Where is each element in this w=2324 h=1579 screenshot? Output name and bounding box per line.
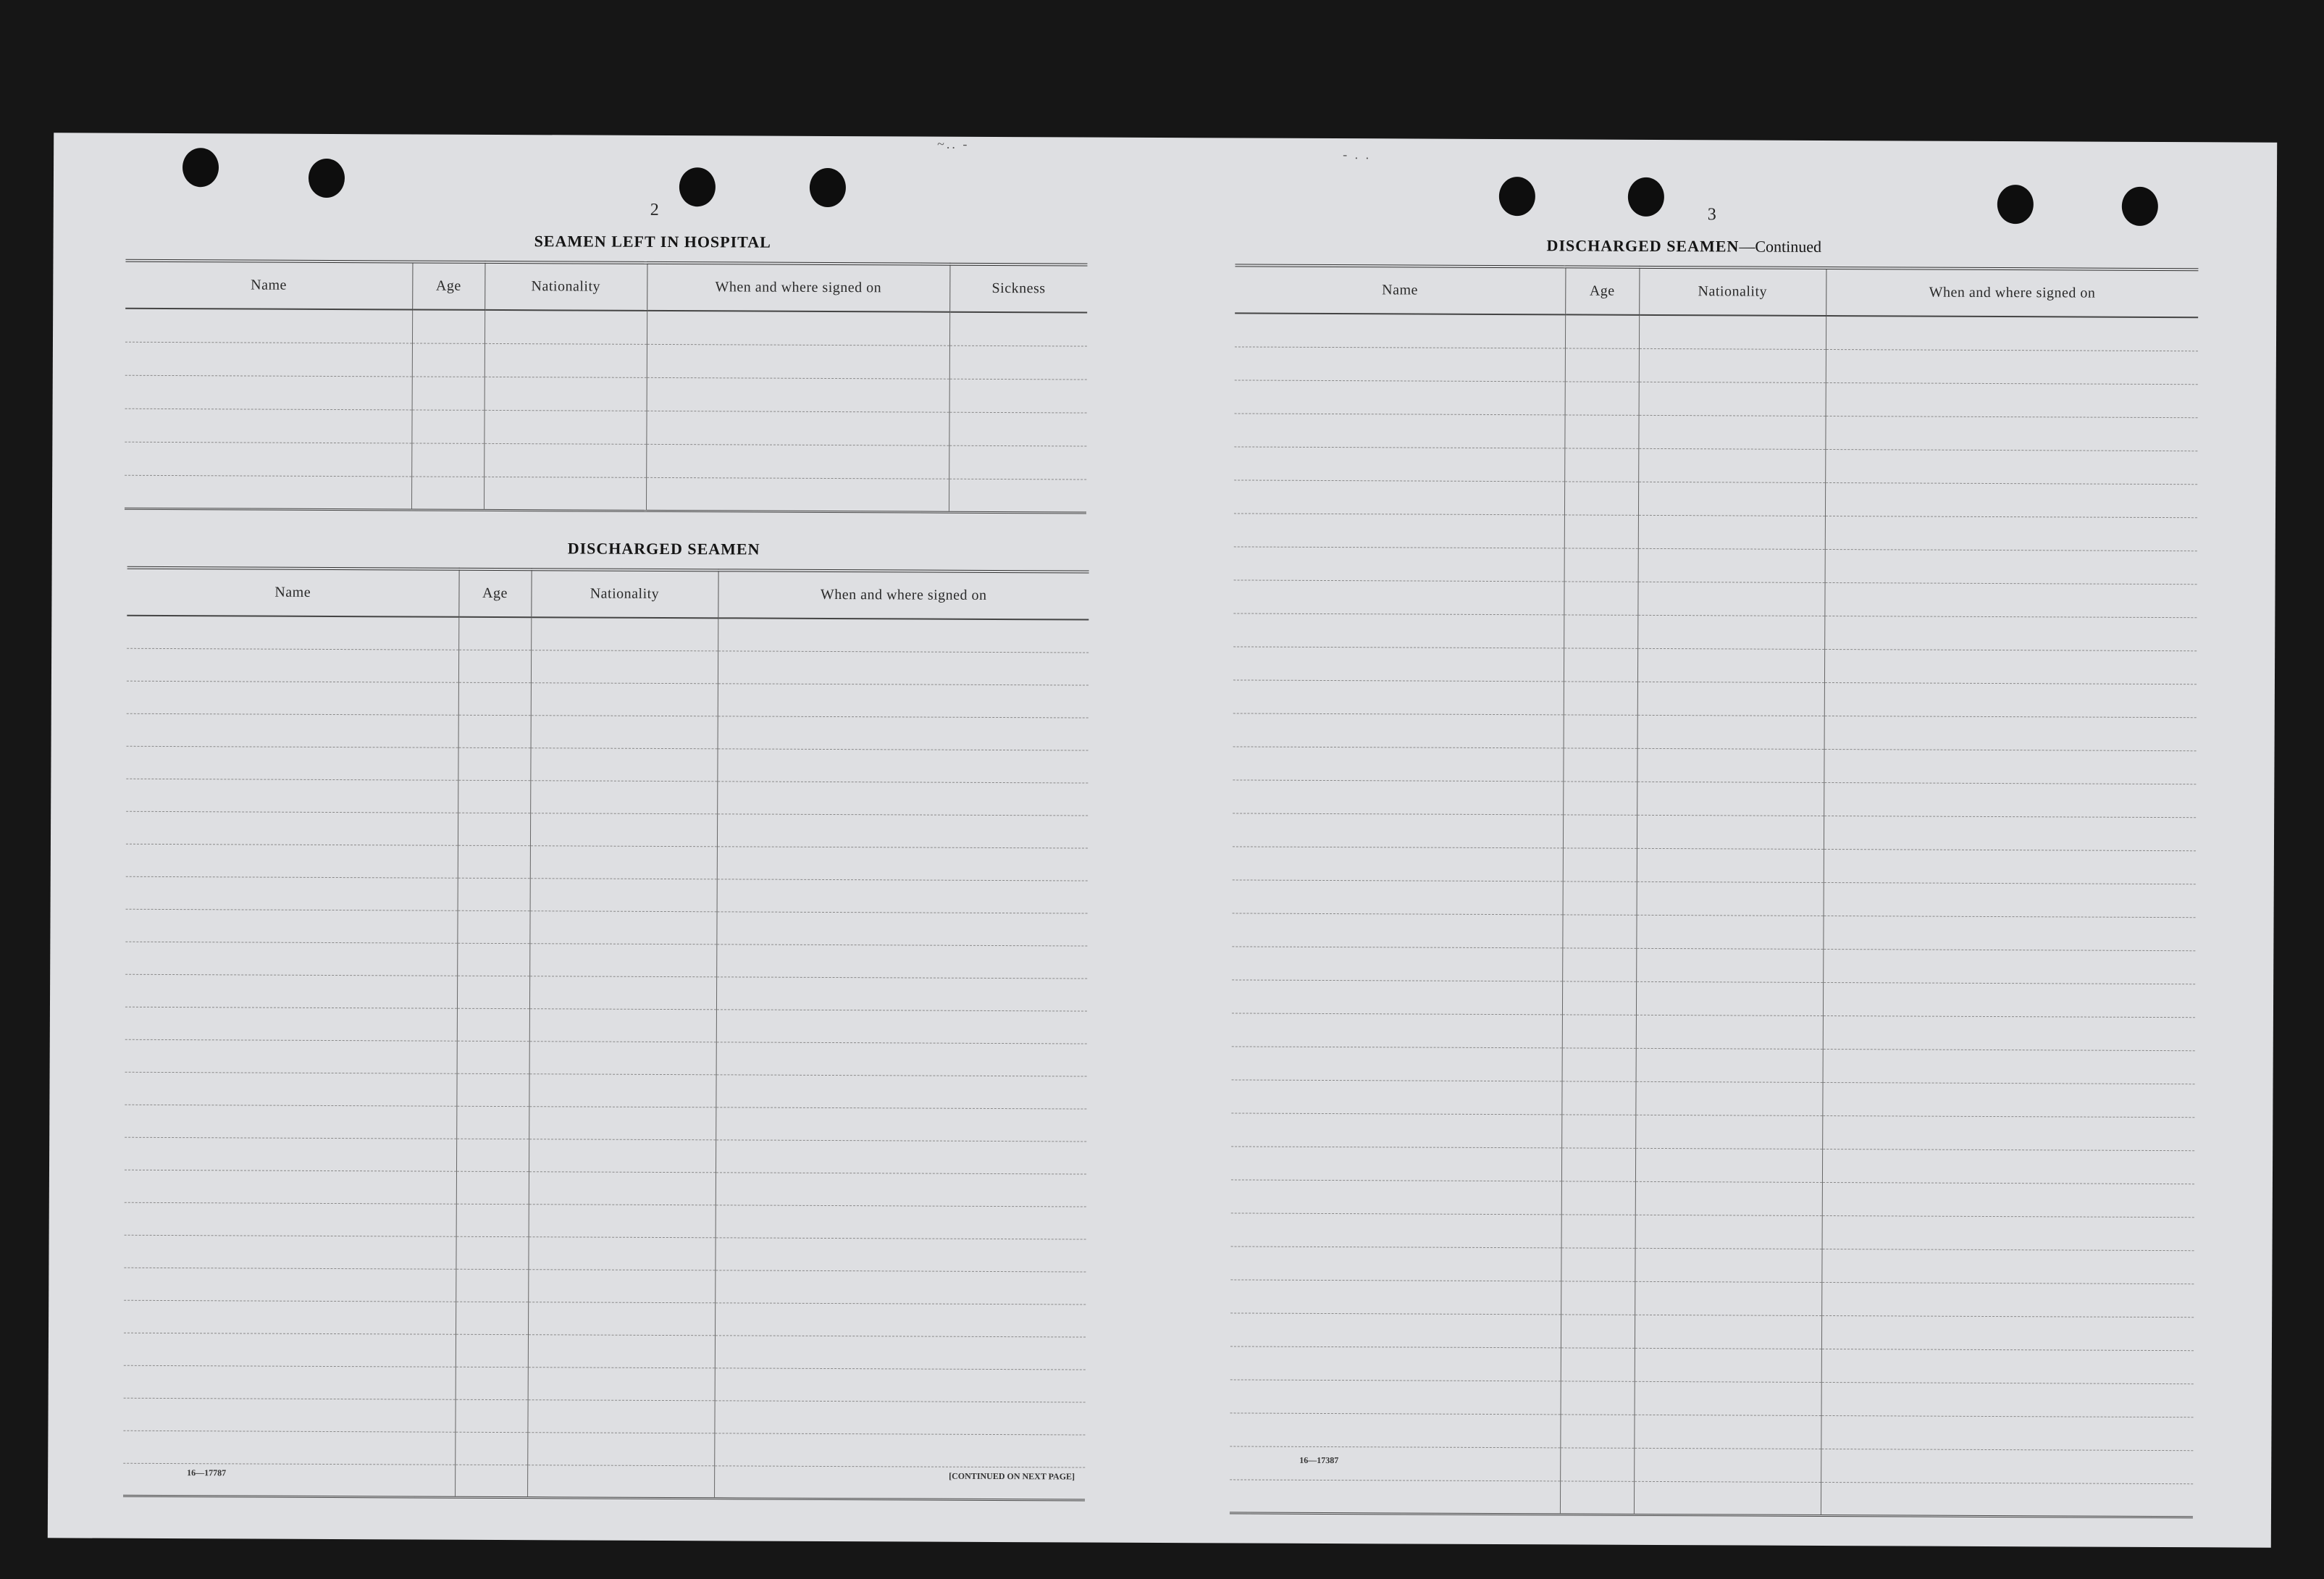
punch-hole-icon xyxy=(1628,177,1664,217)
form-number: 16—17387 xyxy=(1299,1454,1339,1466)
page-number: 3 xyxy=(1707,205,1716,225)
hospital-section-title: SEAMEN LEFT IN HOSPITAL xyxy=(534,232,771,251)
col-age: Age xyxy=(458,569,531,617)
stray-mark: ~.. - xyxy=(937,136,970,151)
discharged-table xyxy=(123,566,1089,1501)
hospital-rows xyxy=(125,309,1087,513)
col-age: Age xyxy=(1565,267,1639,314)
continued-note: [CONTINUED ON NEXT PAGE] xyxy=(949,1470,1075,1482)
col-signed-on: When and where signed on xyxy=(718,570,1088,619)
discharged-continued-title xyxy=(1547,236,1822,256)
hospital-table xyxy=(125,259,1087,514)
col-nationality: Nationality xyxy=(484,262,647,311)
col-name: Name xyxy=(127,568,458,617)
col-sickness: Sickness xyxy=(949,264,1087,313)
manifest-sheet xyxy=(48,133,2277,1547)
col-signed-on: When and where signed on xyxy=(1826,268,2198,317)
punch-hole-icon xyxy=(1997,185,2034,224)
page-number: 2 xyxy=(650,200,659,219)
punch-hole-icon xyxy=(679,167,716,206)
col-nationality: Nationality xyxy=(1639,267,1826,316)
title-suffix: —Continued xyxy=(1739,237,1822,256)
punch-hole-icon xyxy=(810,168,846,207)
discharged-rows xyxy=(123,616,1088,1500)
discharged-continued-table xyxy=(1230,264,2199,1517)
discharged-section-title: DISCHARGED SEAMEN xyxy=(567,539,760,558)
form-number: 16—17787 xyxy=(187,1467,227,1478)
punch-hole-icon xyxy=(183,148,219,187)
title-main: DISCHARGED SEAMEN xyxy=(1546,236,1740,256)
discharged-continued-rows xyxy=(1230,313,2198,1517)
col-name: Name xyxy=(1235,265,1565,314)
punch-hole-icon xyxy=(1499,177,1535,216)
stray-mark: - . . xyxy=(1343,147,1372,162)
col-age: Age xyxy=(412,261,484,309)
col-name: Name xyxy=(125,261,412,310)
punch-hole-icon xyxy=(309,159,345,198)
punch-hole-icon xyxy=(2122,187,2158,226)
right-page xyxy=(1236,138,2249,1466)
col-nationality: Nationality xyxy=(531,569,718,618)
left-page xyxy=(126,133,1140,1482)
col-signed-on: When and where signed on xyxy=(647,263,949,312)
